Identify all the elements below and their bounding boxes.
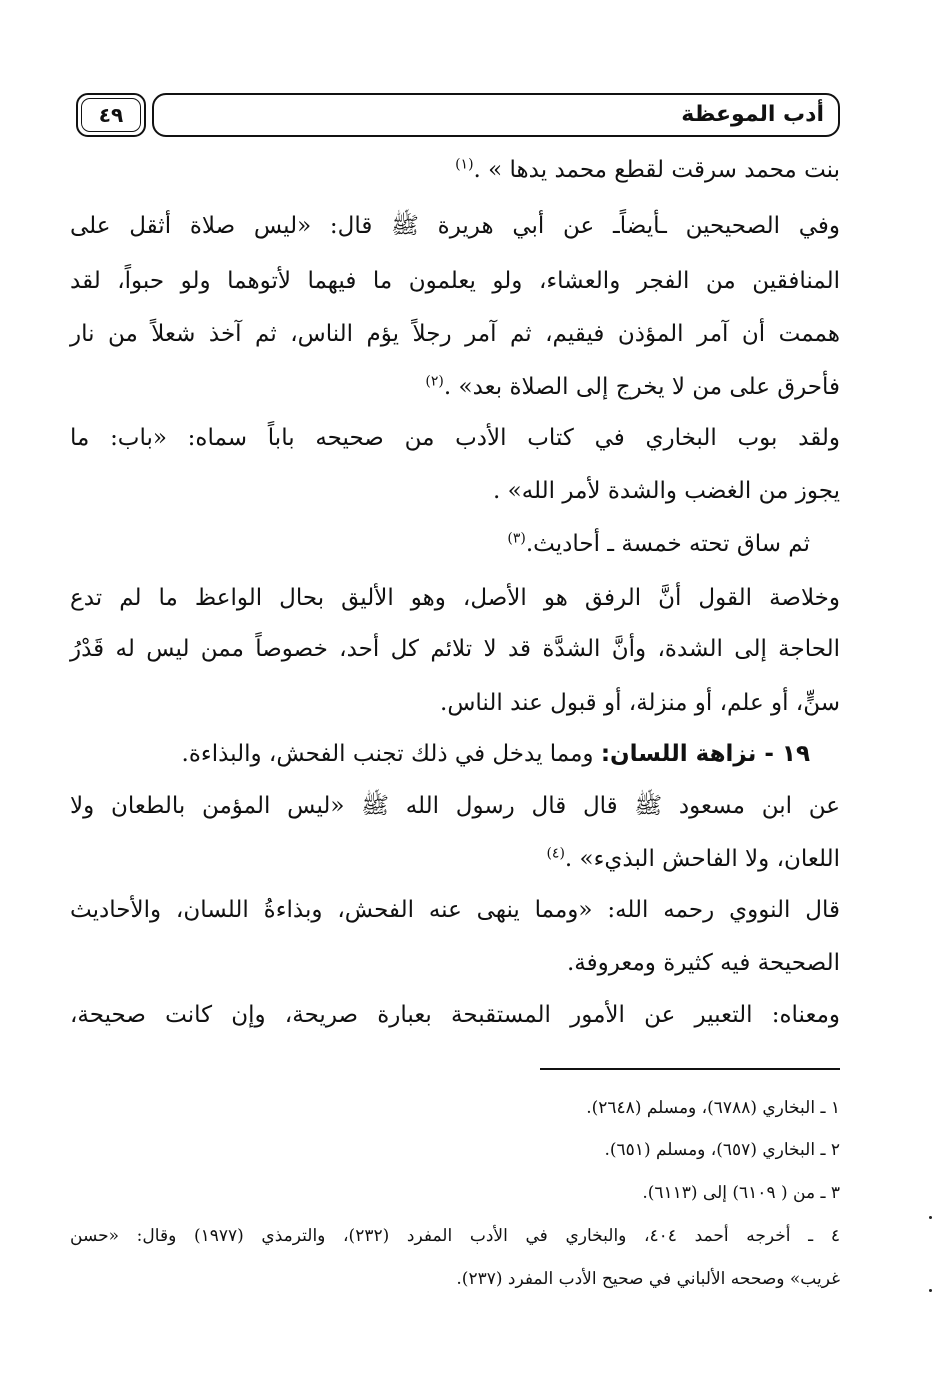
text-line: هممت أن آمر المؤذن فيقيم، ثم آمر رجلاً يؤم الناس، ثم آخذ شعلاً من نار xyxy=(70,321,840,347)
footnote: ١ ـ البخاري (٦٧٨٨)، ومسلم (٢٦٤٨). xyxy=(586,1098,840,1118)
section-heading-line xyxy=(182,737,810,771)
footnote: غريب» وصححه الألباني في صحيح الأدب المفرد (٢٣٧). xyxy=(456,1269,840,1289)
footnote: ٢ ـ البخاري (٦٥٧)، ومسلم (٦٥١). xyxy=(604,1140,840,1160)
footnote-ref: (٢) xyxy=(425,373,444,390)
text-line: فأحرق على من لا يخرج إلى الصلاة بعد» .$^{(٢)}$ xyxy=(425,373,840,400)
running-header-title: أدب الموعظة xyxy=(681,102,824,127)
scan-speck xyxy=(929,1289,932,1292)
text-line: ولقد بوب البخاري في كتاب الأدب من صحيحه باباً سماه: «باب: ما xyxy=(70,425,840,451)
footnote-ref: (٤) xyxy=(546,845,565,862)
page-number-frame xyxy=(76,93,146,137)
text-line: الصحيحة فيه كثيرة ومعروفة. xyxy=(566,950,840,976)
text-line: سنٍّ، أو علم، أو منزلة، أو قبول عند الناس. xyxy=(440,690,840,716)
text-line: اللعان، ولا الفاحش البذيء» .$^{(٤)}$ xyxy=(546,845,840,872)
section-heading: ١٩ - نزاهة اللسان: xyxy=(600,741,810,767)
text-line: عن ابن مسعود ﷺ قال قال رسول الله ﷺ «ليس المؤمن بالطعان ولا xyxy=(70,793,840,819)
text-line: وخلاصة القول أنَّ الرفق هو الأصل، وهو الأليق بحال الواعظ ما لم تدع xyxy=(70,585,840,611)
text-line: المنافقين من الفجر والعشاء، ولو يعلمون ما فيهما لأتوهما ولو حبواً، لقد xyxy=(70,268,840,294)
footnote-divider xyxy=(540,1068,840,1070)
text-line: الحاجة إلى الشدة، وأنَّ الشدَّة قد لا تلائم كل أحد، خصوصاً ممن ليس له قَدْرُ xyxy=(70,636,840,662)
text-line: وفي الصحيحين ـأيضاًـ عن أبي هريرة ﷺ قال: «ليس صلاة أثقل على xyxy=(70,213,840,239)
footnote: ٣ ـ من ( ٦١٠٩) إلى (٦١١٣). xyxy=(642,1183,840,1203)
text-line: قال النووي رحمه الله: «ومما ينهى عنه الفحش، وبذاءةُ اللسان، والأحاديث xyxy=(70,897,840,923)
footnote-ref: (١) xyxy=(455,156,474,173)
page-number: ٤٩ xyxy=(98,103,124,127)
section-heading-rest: ومما يدخل في ذلك تجنب الفحش، والبذاءة. xyxy=(181,741,601,767)
text-line: ثم ساق تحته خمسة ـ أحاديث.$^{(٣)}$ xyxy=(507,530,810,557)
running-header-frame xyxy=(152,93,840,137)
text-line: يجوز من الغضب والشدة لأمر الله» . xyxy=(493,478,840,504)
footnote: ٤ ـ أخرجه أحمد ٤٠٤، والبخاري في الأدب المفرد (٢٣٢)، والترمذي (١٩٧٧) وقال: «حسن xyxy=(70,1226,840,1246)
text-line: بنت محمد سرقت لقطع محمد يدها » .$^{(١)}$ xyxy=(455,156,840,183)
footnote-ref: (٣) xyxy=(507,530,526,547)
text-line: ومعناه: التعبير عن الأمور المستقبحة بعبارة صريحة، وإن كانت صحيحة، xyxy=(70,1002,840,1028)
scan-speck xyxy=(929,1216,932,1219)
